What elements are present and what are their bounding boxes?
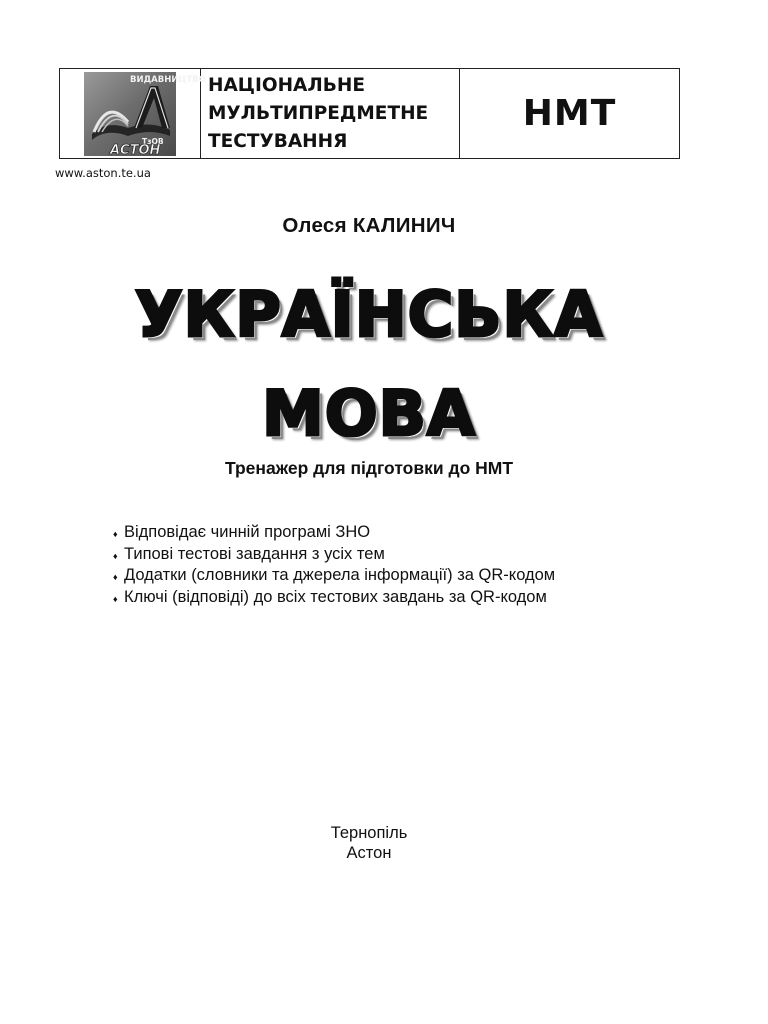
logo-cell (60, 69, 206, 158)
test-name-line-2: МУЛЬТИПРЕДМЕТНЕ (208, 103, 429, 124)
publisher-website: www.aston.te.ua (55, 166, 151, 180)
test-name-line-1: НАЦІОНАЛЬНЕ (208, 75, 365, 96)
logo-publisher-label: ВИДАВНИЦТВО (130, 74, 206, 85)
test-code: НМТ (522, 93, 617, 134)
book-title-line-1: УКРАЇНСЬКА (134, 278, 604, 351)
header-table (59, 68, 680, 159)
feature-text: Відповідає чинній програмі ЗНО (124, 523, 371, 541)
feature-item (113, 523, 555, 545)
imprint (0, 823, 738, 863)
feature-text: Ключі (відповіді) до всіх тестових завдань за QR-кодом (124, 587, 547, 606)
diamond-bullet-icon: ♦ (113, 593, 118, 604)
feature-list (113, 523, 555, 609)
feature-item (113, 545, 555, 567)
diamond-bullet-icon: ♦ (113, 550, 118, 561)
logo-brand-name: АСТОН (110, 142, 161, 158)
diamond-bullet-icon: ♦ (113, 572, 118, 583)
diamond-bullet-icon: ♦ (113, 529, 118, 539)
feature-item (113, 566, 555, 588)
book-title-line-2: МОВА (262, 377, 476, 450)
imprint-publisher: Астон (346, 844, 392, 862)
logo-company-form: ТзОВ (142, 136, 164, 146)
author-name: Олеся КАЛИНИЧ (282, 214, 456, 237)
book-subtitle: Тренажер для підготовки до НМТ (224, 458, 514, 478)
feature-item (113, 588, 555, 610)
feature-text: Додатки (словники та джерела інформації) за QR-кодом (124, 566, 556, 585)
test-code-cell (460, 69, 679, 158)
test-name-line-3: ТЕСТУВАННЯ (208, 131, 348, 152)
imprint-city: Тернопіль (330, 824, 408, 842)
feature-text: Типові тестові завдання з усіх тем (124, 544, 385, 563)
aston-publisher-logo-icon (84, 72, 206, 158)
test-name-cell (201, 69, 460, 158)
